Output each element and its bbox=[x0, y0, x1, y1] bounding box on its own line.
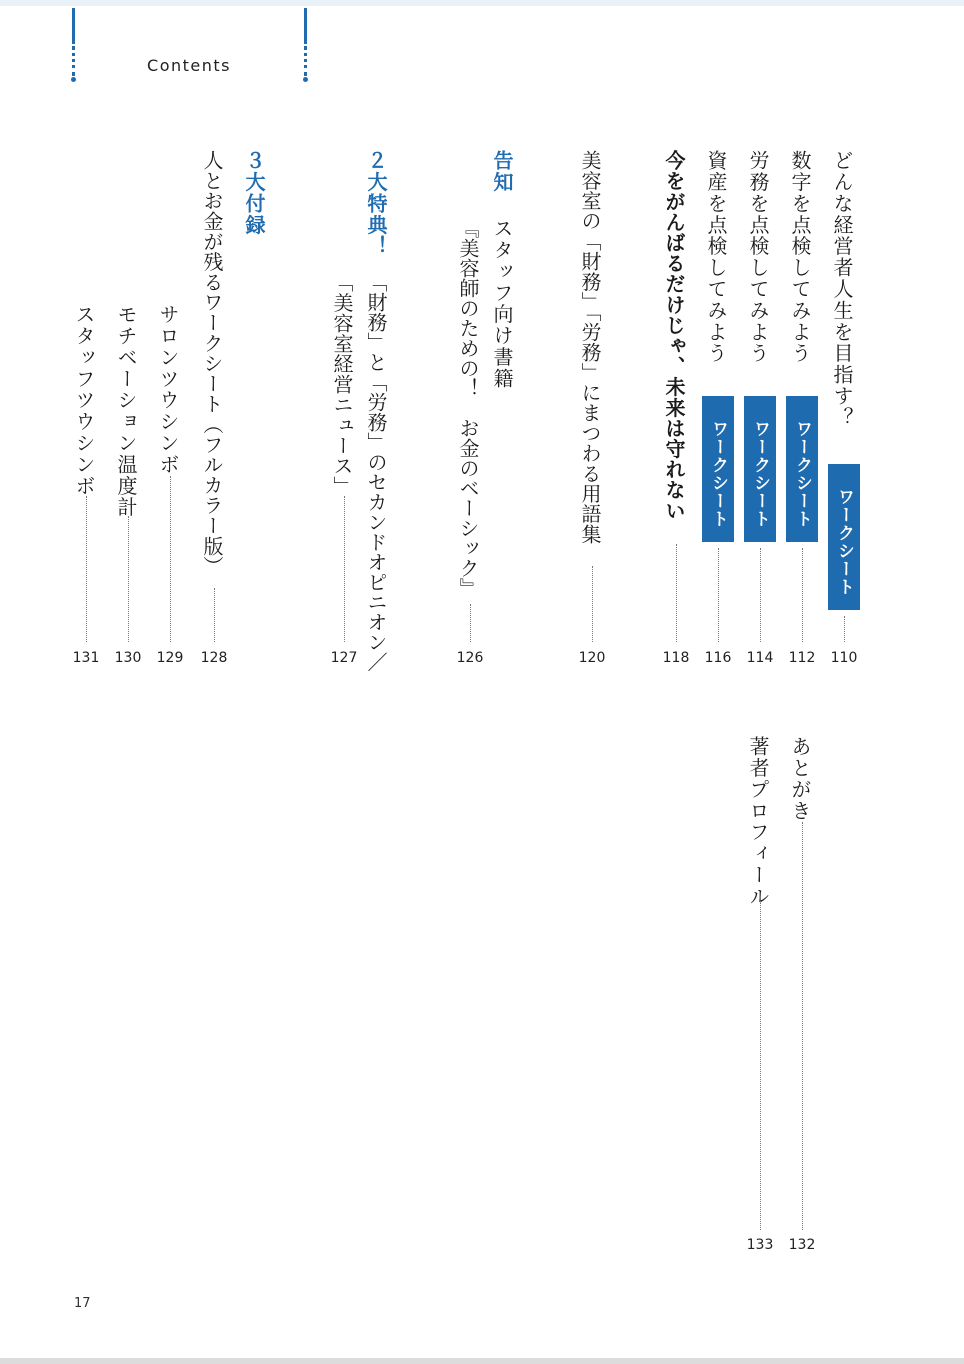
announcement-label: 告知 bbox=[490, 150, 514, 193]
bonus3-item-title: モチベーション温度計 bbox=[114, 304, 138, 518]
header-line-left bbox=[72, 8, 75, 44]
toc-entry-title: どんな経営者人生を目指す？ bbox=[830, 150, 854, 429]
leader-dots bbox=[844, 616, 845, 642]
page-number: 128 bbox=[200, 650, 228, 666]
header-line-right bbox=[304, 8, 307, 44]
leader-dots bbox=[718, 548, 719, 642]
back-matter-title: 著者プロフィール bbox=[746, 736, 770, 908]
page-number: 118 bbox=[662, 650, 690, 666]
announcement-line1: スタッフ向け書籍 bbox=[490, 218, 514, 390]
leader-dots bbox=[802, 548, 803, 642]
worksheet-badge: ワークシート bbox=[744, 396, 776, 542]
toc-entry-title: 数字を点検してみよう bbox=[788, 150, 812, 364]
page-number: 110 bbox=[830, 650, 858, 666]
bonus2-line1: 「財務」と「労務」のセカンドオピニオン／ bbox=[364, 272, 388, 672]
leader-dots bbox=[170, 476, 171, 642]
page-number: 116 bbox=[704, 650, 732, 666]
leader-dots bbox=[344, 496, 345, 642]
worksheet-badge: ワークシート bbox=[828, 464, 860, 610]
leader-dots bbox=[86, 496, 87, 642]
bonus3-item-title: サロンツウシンボ bbox=[156, 304, 180, 476]
leader-dots bbox=[760, 896, 761, 1230]
back-matter-title: あとがき bbox=[788, 736, 812, 822]
toc-entry-title: 美容室の「財務」「労務」にまつわる用語集 bbox=[578, 150, 602, 544]
page-number: 120 bbox=[578, 650, 606, 666]
leader-dots bbox=[802, 822, 803, 1230]
toc-entry-title: 資産を点検してみよう bbox=[704, 150, 728, 364]
page-number: 133 bbox=[746, 1237, 774, 1253]
announcement-line2: 『美容師のための！ お金のベーシック』 bbox=[456, 218, 480, 598]
leader-dots bbox=[214, 588, 215, 642]
page-number: 131 bbox=[72, 650, 100, 666]
bonus3-item-title: 人とお金が残るワークシート（フルカラー版） bbox=[200, 150, 224, 577]
bonus3-label: ３大付録 bbox=[242, 150, 266, 236]
leader-dots bbox=[128, 516, 129, 642]
contents-heading: Contents bbox=[147, 56, 231, 75]
leader-dots bbox=[470, 604, 471, 642]
header-dot-left bbox=[71, 77, 76, 82]
page-number: 126 bbox=[456, 650, 484, 666]
bottom-edge-bar bbox=[0, 1358, 964, 1364]
top-edge-bar bbox=[0, 0, 964, 6]
page-number: 112 bbox=[788, 650, 816, 666]
worksheet-badge: ワークシート bbox=[702, 396, 734, 542]
worksheet-badge: ワークシート bbox=[786, 396, 818, 542]
leader-dots bbox=[760, 548, 761, 642]
page-number: 132 bbox=[788, 1237, 816, 1253]
bonus2-label: ２大特典！ bbox=[364, 150, 388, 257]
header-dots-right bbox=[304, 46, 307, 76]
header-dots-left bbox=[72, 46, 75, 76]
page-number: 114 bbox=[746, 650, 774, 666]
leader-dots bbox=[676, 544, 677, 642]
page-number: 127 bbox=[330, 650, 358, 666]
bonus2-line2: 「美容室経営ニュース」 bbox=[330, 272, 354, 497]
bonus3-item-title: スタッフツウシンボ bbox=[72, 304, 96, 497]
folio-page-number: 17 bbox=[74, 1296, 91, 1311]
page-number: 130 bbox=[114, 650, 142, 666]
header-dot-right bbox=[303, 77, 308, 82]
toc-entry-title: 労務を点検してみよう bbox=[746, 150, 770, 364]
toc-entry-title: 今をがんばるだけじゃ、未来は守れない bbox=[662, 150, 686, 521]
page-number: 129 bbox=[156, 650, 184, 666]
leader-dots bbox=[592, 566, 593, 642]
